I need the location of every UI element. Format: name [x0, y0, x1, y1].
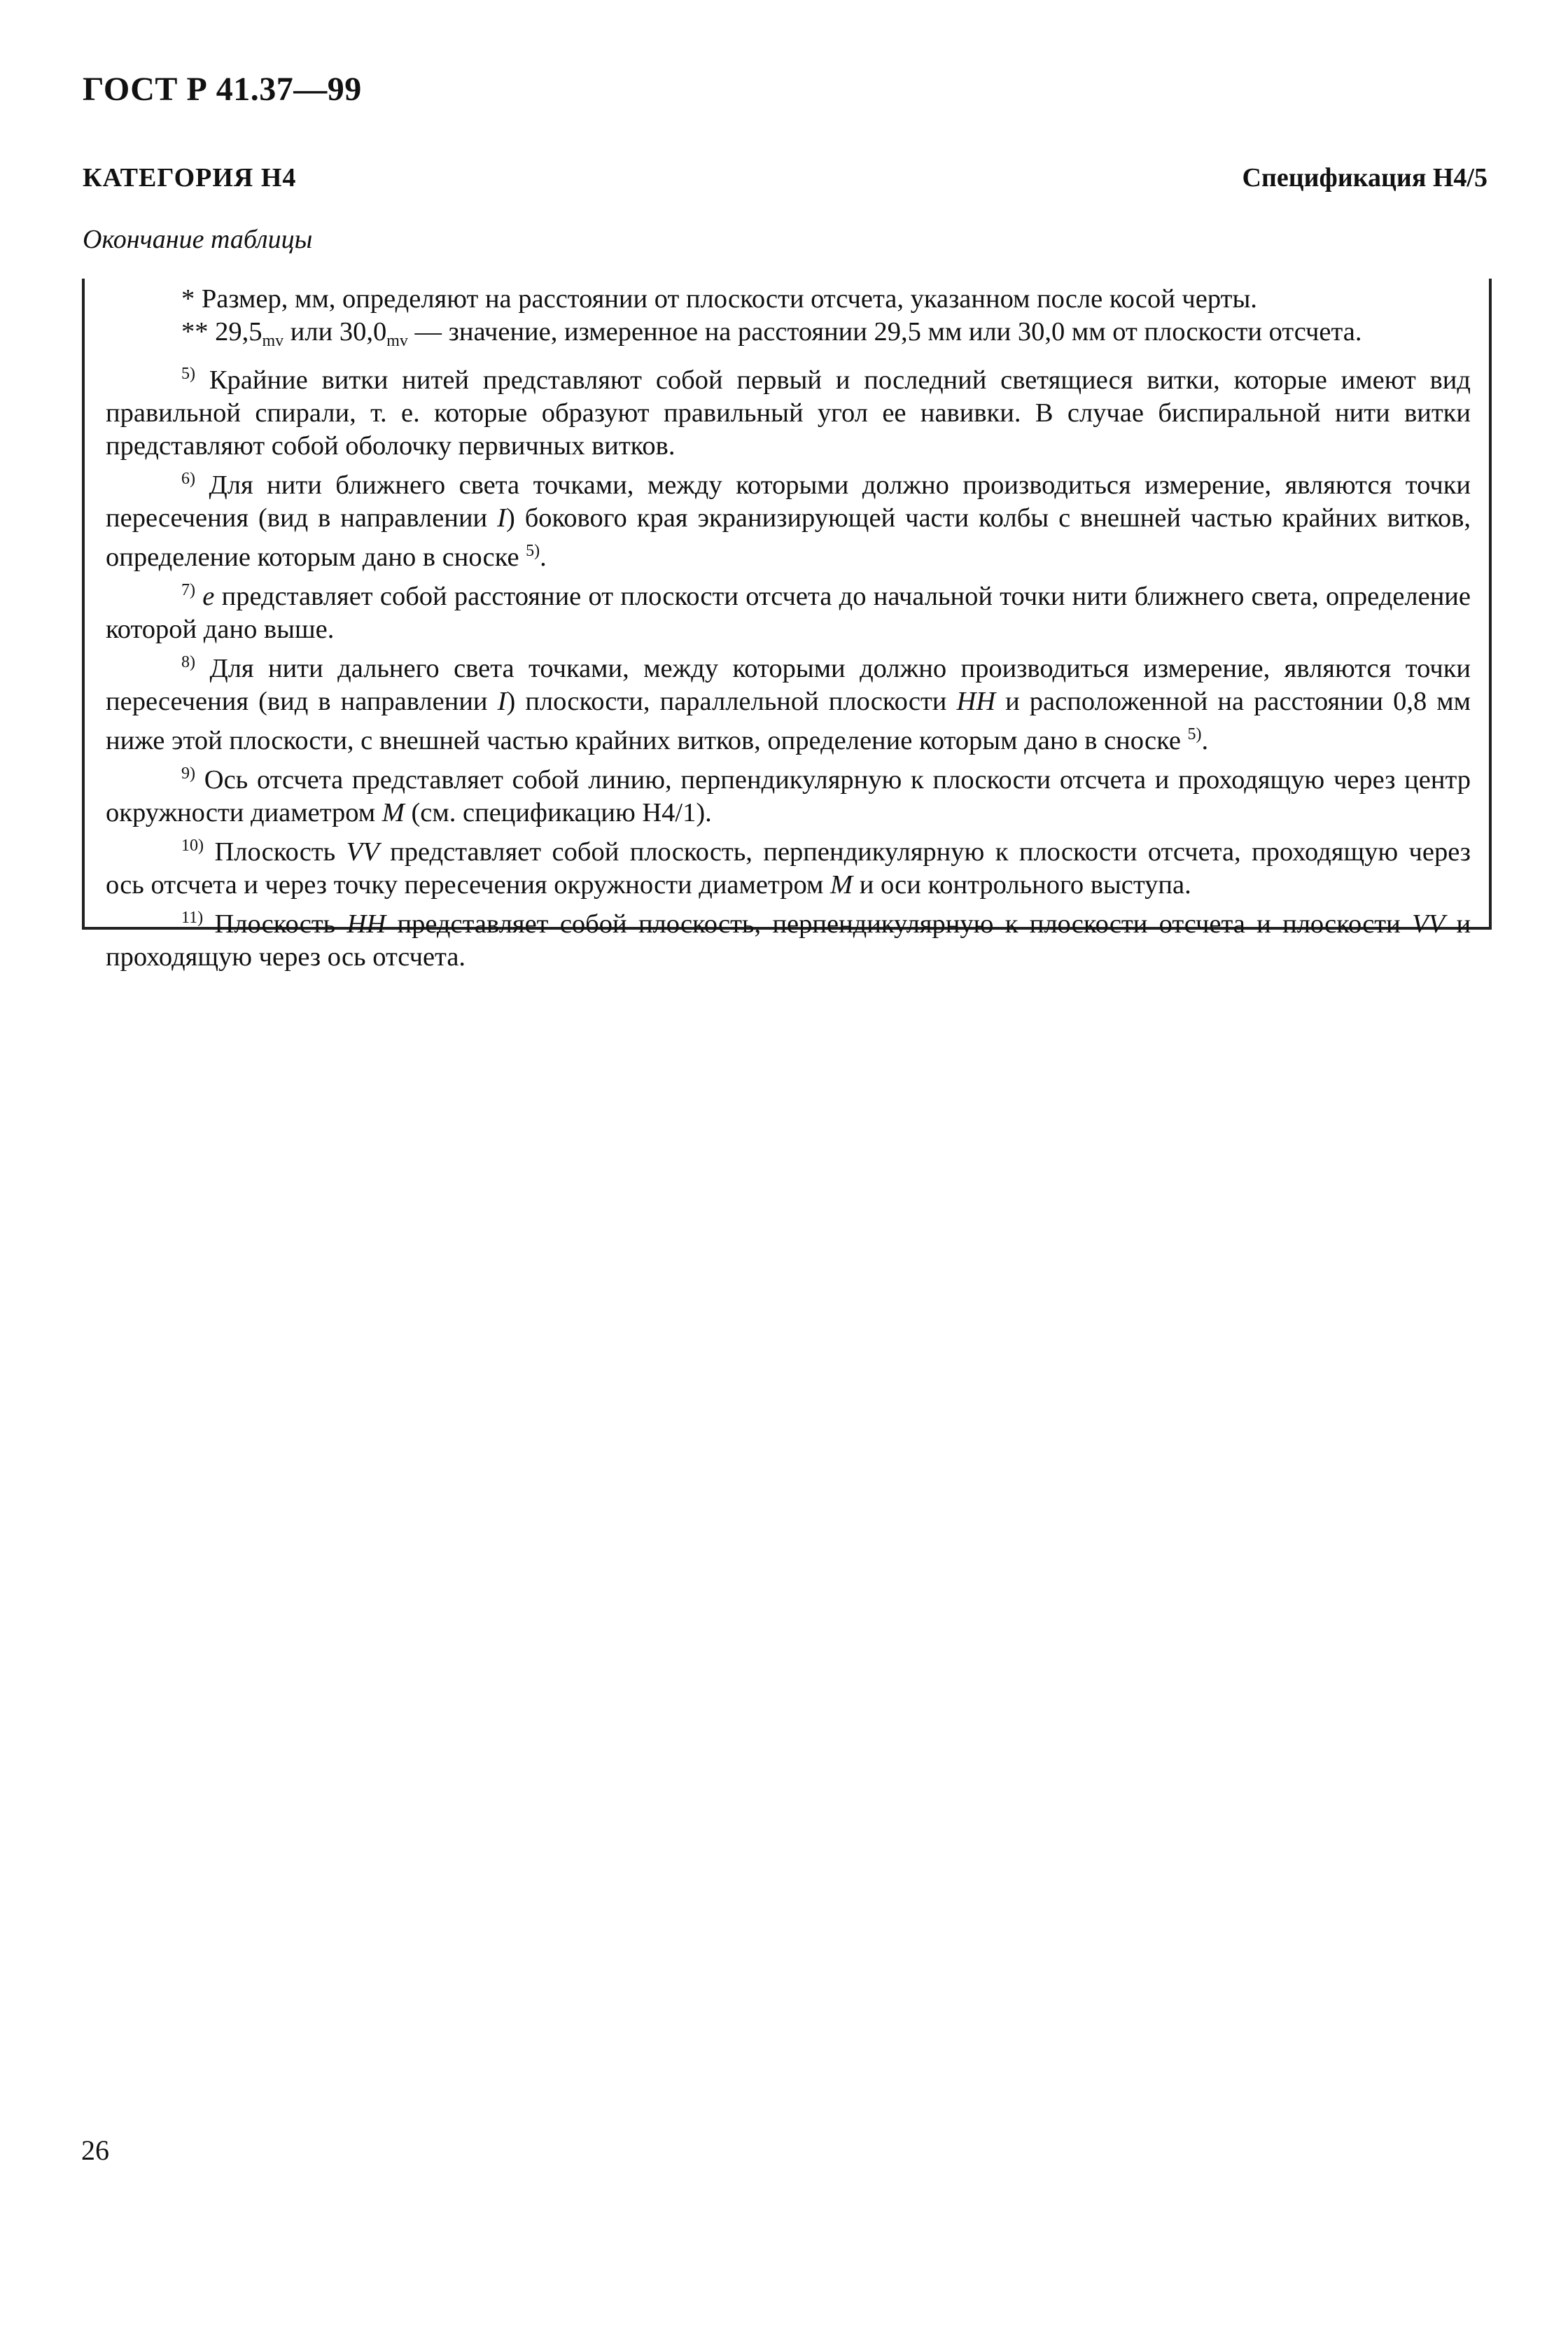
value-29-5: 29,5 — [215, 317, 262, 347]
note-10 — [106, 830, 1471, 902]
notes-box — [82, 279, 1492, 972]
note-asterisk — [106, 283, 1471, 316]
note-5 — [106, 358, 1471, 463]
note-8 — [106, 646, 1471, 757]
variable-m: M — [830, 870, 853, 900]
value-30-0: 30,0 — [339, 317, 387, 347]
note-mark: 11) — [181, 909, 204, 927]
note-mark: 5) — [181, 365, 195, 383]
note-text: представляет собой плоскость, перпендикулярную к плоскости отсчета, проходящую через ось отсчета и через точку пересечения окружности диаметром — [106, 837, 1471, 900]
note-9 — [106, 757, 1471, 830]
note-mark: 9) — [181, 764, 195, 783]
page-number: 26 — [81, 2134, 109, 2166]
note-text: и расположенной на расстоянии 0,8 мм ниже этой плоскости, с внешней частью крайних витков, определение которым дано в сноске — [106, 687, 1471, 755]
note-text: Для нити дальнего света точками, между которыми должно производиться измерение, являются точки пересечения (вид в направлении — [106, 654, 1471, 716]
plane-symbol: HH — [346, 909, 386, 939]
value-subscript: mv — [386, 332, 408, 350]
value-subscript: mv — [262, 332, 284, 350]
variable-e: e — [202, 582, 215, 611]
note-text: Крайние витки нитей представляют собой первый и последний светящиеся витки, которые имеют вид правильной спирали, т. е. которые образуют правильный угол ее навивки. В случае биспиральной нити витки представляют собой оболочку первичных витков. — [106, 365, 1471, 461]
plane-symbol: VV — [1412, 909, 1446, 939]
note-text: ) бокового края экранизирующей части колбы с внешней частью крайних витков, определение которым дано в сноске — [106, 503, 1471, 572]
note-mark: 7) — [181, 581, 195, 599]
note-mark: 10) — [181, 837, 204, 855]
note-text: Для нити ближнего света точками, между которыми должно производиться измерение, являются точки пересечения (вид в направлении — [106, 470, 1471, 533]
note-text: или — [290, 317, 333, 347]
note-text: Размер, мм, определяют на расстоянии от плоскости отсчета, указанном после косой черты. — [201, 284, 1257, 314]
note-mark: 6) — [181, 470, 195, 488]
direction-symbol: I — [497, 503, 506, 533]
note-text: и оси контрольного выступа. — [859, 870, 1191, 900]
note-mark: * — [181, 284, 195, 314]
footnote-reference: 5) — [1187, 725, 1202, 743]
plane-symbol: VV — [346, 837, 379, 867]
note-text: Плоскость — [214, 837, 336, 867]
note-7 — [106, 574, 1471, 646]
note-11 — [106, 902, 1471, 974]
note-double-asterisk — [106, 316, 1471, 358]
note-text: Ось отсчета представляет собой линию, перпендикулярную к плоскости отсчета и проходящую через центр окружности диаметром — [106, 765, 1471, 827]
note-text: ) плоскости, параллельной плоскости — [506, 687, 947, 716]
note-text: . — [540, 543, 547, 572]
note-6 — [106, 463, 1471, 574]
note-text: представляет собой плоскость, перпендикулярную к плоскости отсчета и плоскости — [397, 909, 1401, 939]
plane-symbol: HH — [956, 687, 996, 716]
note-text: Плоскость — [214, 909, 336, 939]
note-mark: 8) — [181, 653, 195, 671]
category-heading: КАТЕГОРИЯ Н4 — [83, 163, 297, 193]
note-text: (см. спецификацию Н4/1). — [411, 798, 712, 827]
note-text: и проходящую через ось отсчета. — [106, 909, 1471, 972]
note-text: представляет собой расстояние от плоскости отсчета до начальной точки нити ближнего света, определение которой дано выше. — [106, 582, 1471, 644]
note-mark: ** — [181, 317, 209, 347]
direction-symbol: I — [497, 687, 507, 716]
document-code: ГОСТ Р 41.37—99 — [83, 71, 362, 108]
note-text: . — [1201, 726, 1209, 755]
specification-heading: Спецификация Н4/5 — [1242, 163, 1488, 193]
note-text: — значение, измеренное на расстоянии 29,5 мм или 30,0 мм от плоскости отсчета. — [414, 317, 1362, 347]
footnote-reference: 5) — [526, 542, 540, 560]
variable-m: M — [382, 798, 405, 827]
table-ending-caption: Окончание таблицы — [83, 225, 313, 254]
